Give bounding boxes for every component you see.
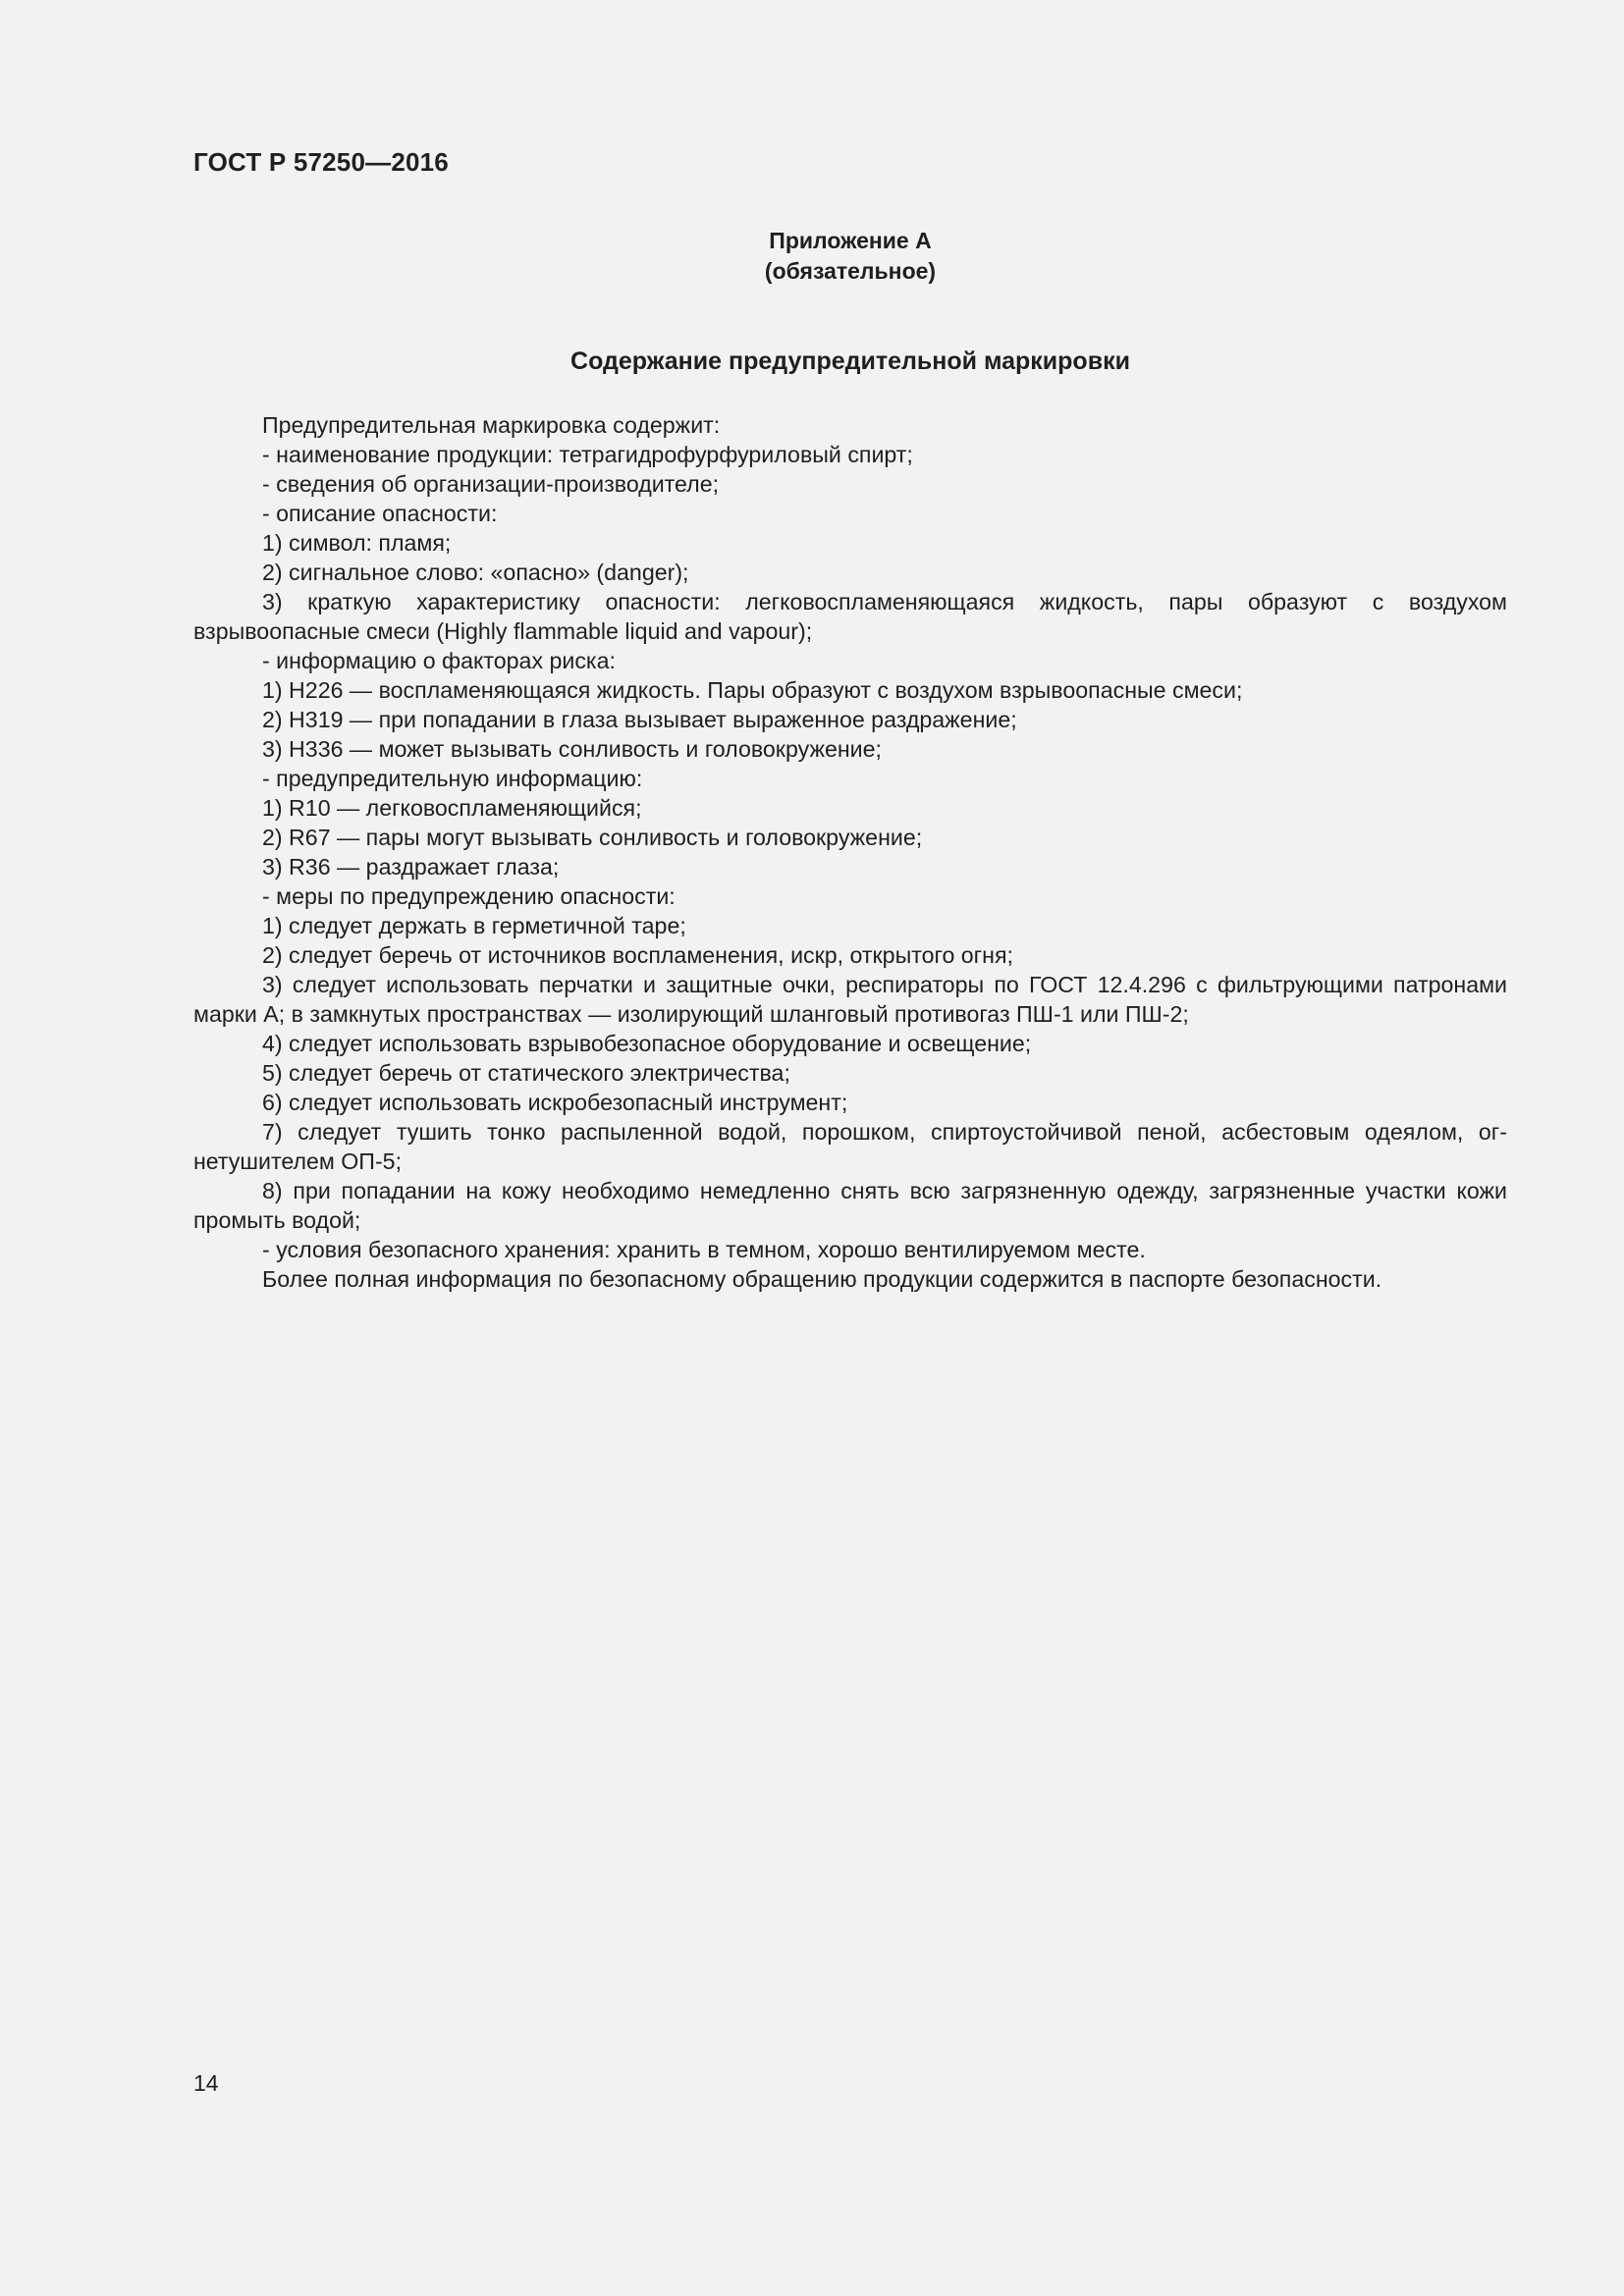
paragraph: - меры по предупреждению опасности: xyxy=(262,883,676,909)
paragraph: 4) следует использовать взрывобезопасное оборудование и освещение; xyxy=(262,1031,1032,1056)
paragraph: 3) следует использовать перчатки и защитные очки, респираторы по ГОСТ 12.4.296 с фильтрующими патронами марки А; в замкнутых пространствах — изолирующий шланговый противогаз ПШ-1 или ПШ-2; xyxy=(193,972,1507,1027)
paragraph: 8) при попадании на кожу необходимо немедленно снять всю загрязненную одежду, загрязненные участки кожи промыть водой; xyxy=(193,1178,1507,1233)
paragraph: Предупредительная маркировка содержит: xyxy=(262,412,721,438)
paragraph: - условия безопасного хранения: хранить в темном, хорошо вентилируемом месте. xyxy=(262,1237,1146,1262)
paragraph: 1) следует держать в герметичной таре; xyxy=(262,913,686,938)
paragraph: - сведения об организации-производителе; xyxy=(262,471,720,497)
paragraph: Более полная информация по безопасному обращению продукции содержится в паспорте безопасности. xyxy=(262,1266,1382,1292)
document-code: ГОСТ Р 57250—2016 xyxy=(193,147,449,177)
annex-title: Приложение А xyxy=(769,228,932,253)
paragraph: 2) сигнальное слово: «опасно» (danger); xyxy=(262,560,689,585)
paragraph: 6) следует использовать искробезопасный инструмент; xyxy=(262,1090,848,1115)
paragraph: 2) Н319 — при попадании в глаза вызывает выраженное раздражение; xyxy=(262,707,1017,732)
annex-heading xyxy=(193,226,1507,287)
paragraph: - описание опасности: xyxy=(262,501,498,526)
paragraph: 1) символ: пламя; xyxy=(262,530,452,556)
annex-status: (обязательное) xyxy=(764,258,937,284)
paragraph: 1) R10 — легковоспламеняющийся; xyxy=(262,795,642,821)
paragraph: - наименование продукции: тетрагидрофурфуриловый спирт; xyxy=(262,442,913,467)
paragraph: 1) Н226 — воспламеняющаяся жидкость. Пары образуют с воздухом взрывоопасные смеси; xyxy=(262,677,1243,703)
paragraph: 2) следует беречь от источников воспламенения, искр, открытого огня; xyxy=(262,942,1013,968)
page-number: 14 xyxy=(193,2070,219,2096)
paragraph: 2) R67 — пары могут вызывать сонливость и головокружение; xyxy=(262,825,923,850)
paragraph: - предупредительную информацию: xyxy=(262,766,643,791)
body-text xyxy=(193,410,1507,1294)
section-title: Содержание предупредительной маркировки xyxy=(570,347,1130,375)
paragraph: 3) R36 — раздражает глаза; xyxy=(262,854,560,880)
paragraph: 3) краткую характеристику опасности: легковоспламеняющаяся жидкость, пары образуют с воздухом взрывоопасные смеси (Highly flammable liquid and vapour); xyxy=(193,589,1507,644)
paragraph: 5) следует беречь от статического электричества; xyxy=(262,1060,790,1086)
paragraph: - информацию о факторах риска: xyxy=(262,648,616,673)
paragraph: 7) следует тушить тонко распыленной водой, порошком, спиртоустойчивой пеной, асбестовым одеялом, огнетушителем ОП-5; xyxy=(193,1119,1507,1174)
paragraph: 3) Н336 — может вызывать сонливость и головокружение; xyxy=(262,736,882,762)
